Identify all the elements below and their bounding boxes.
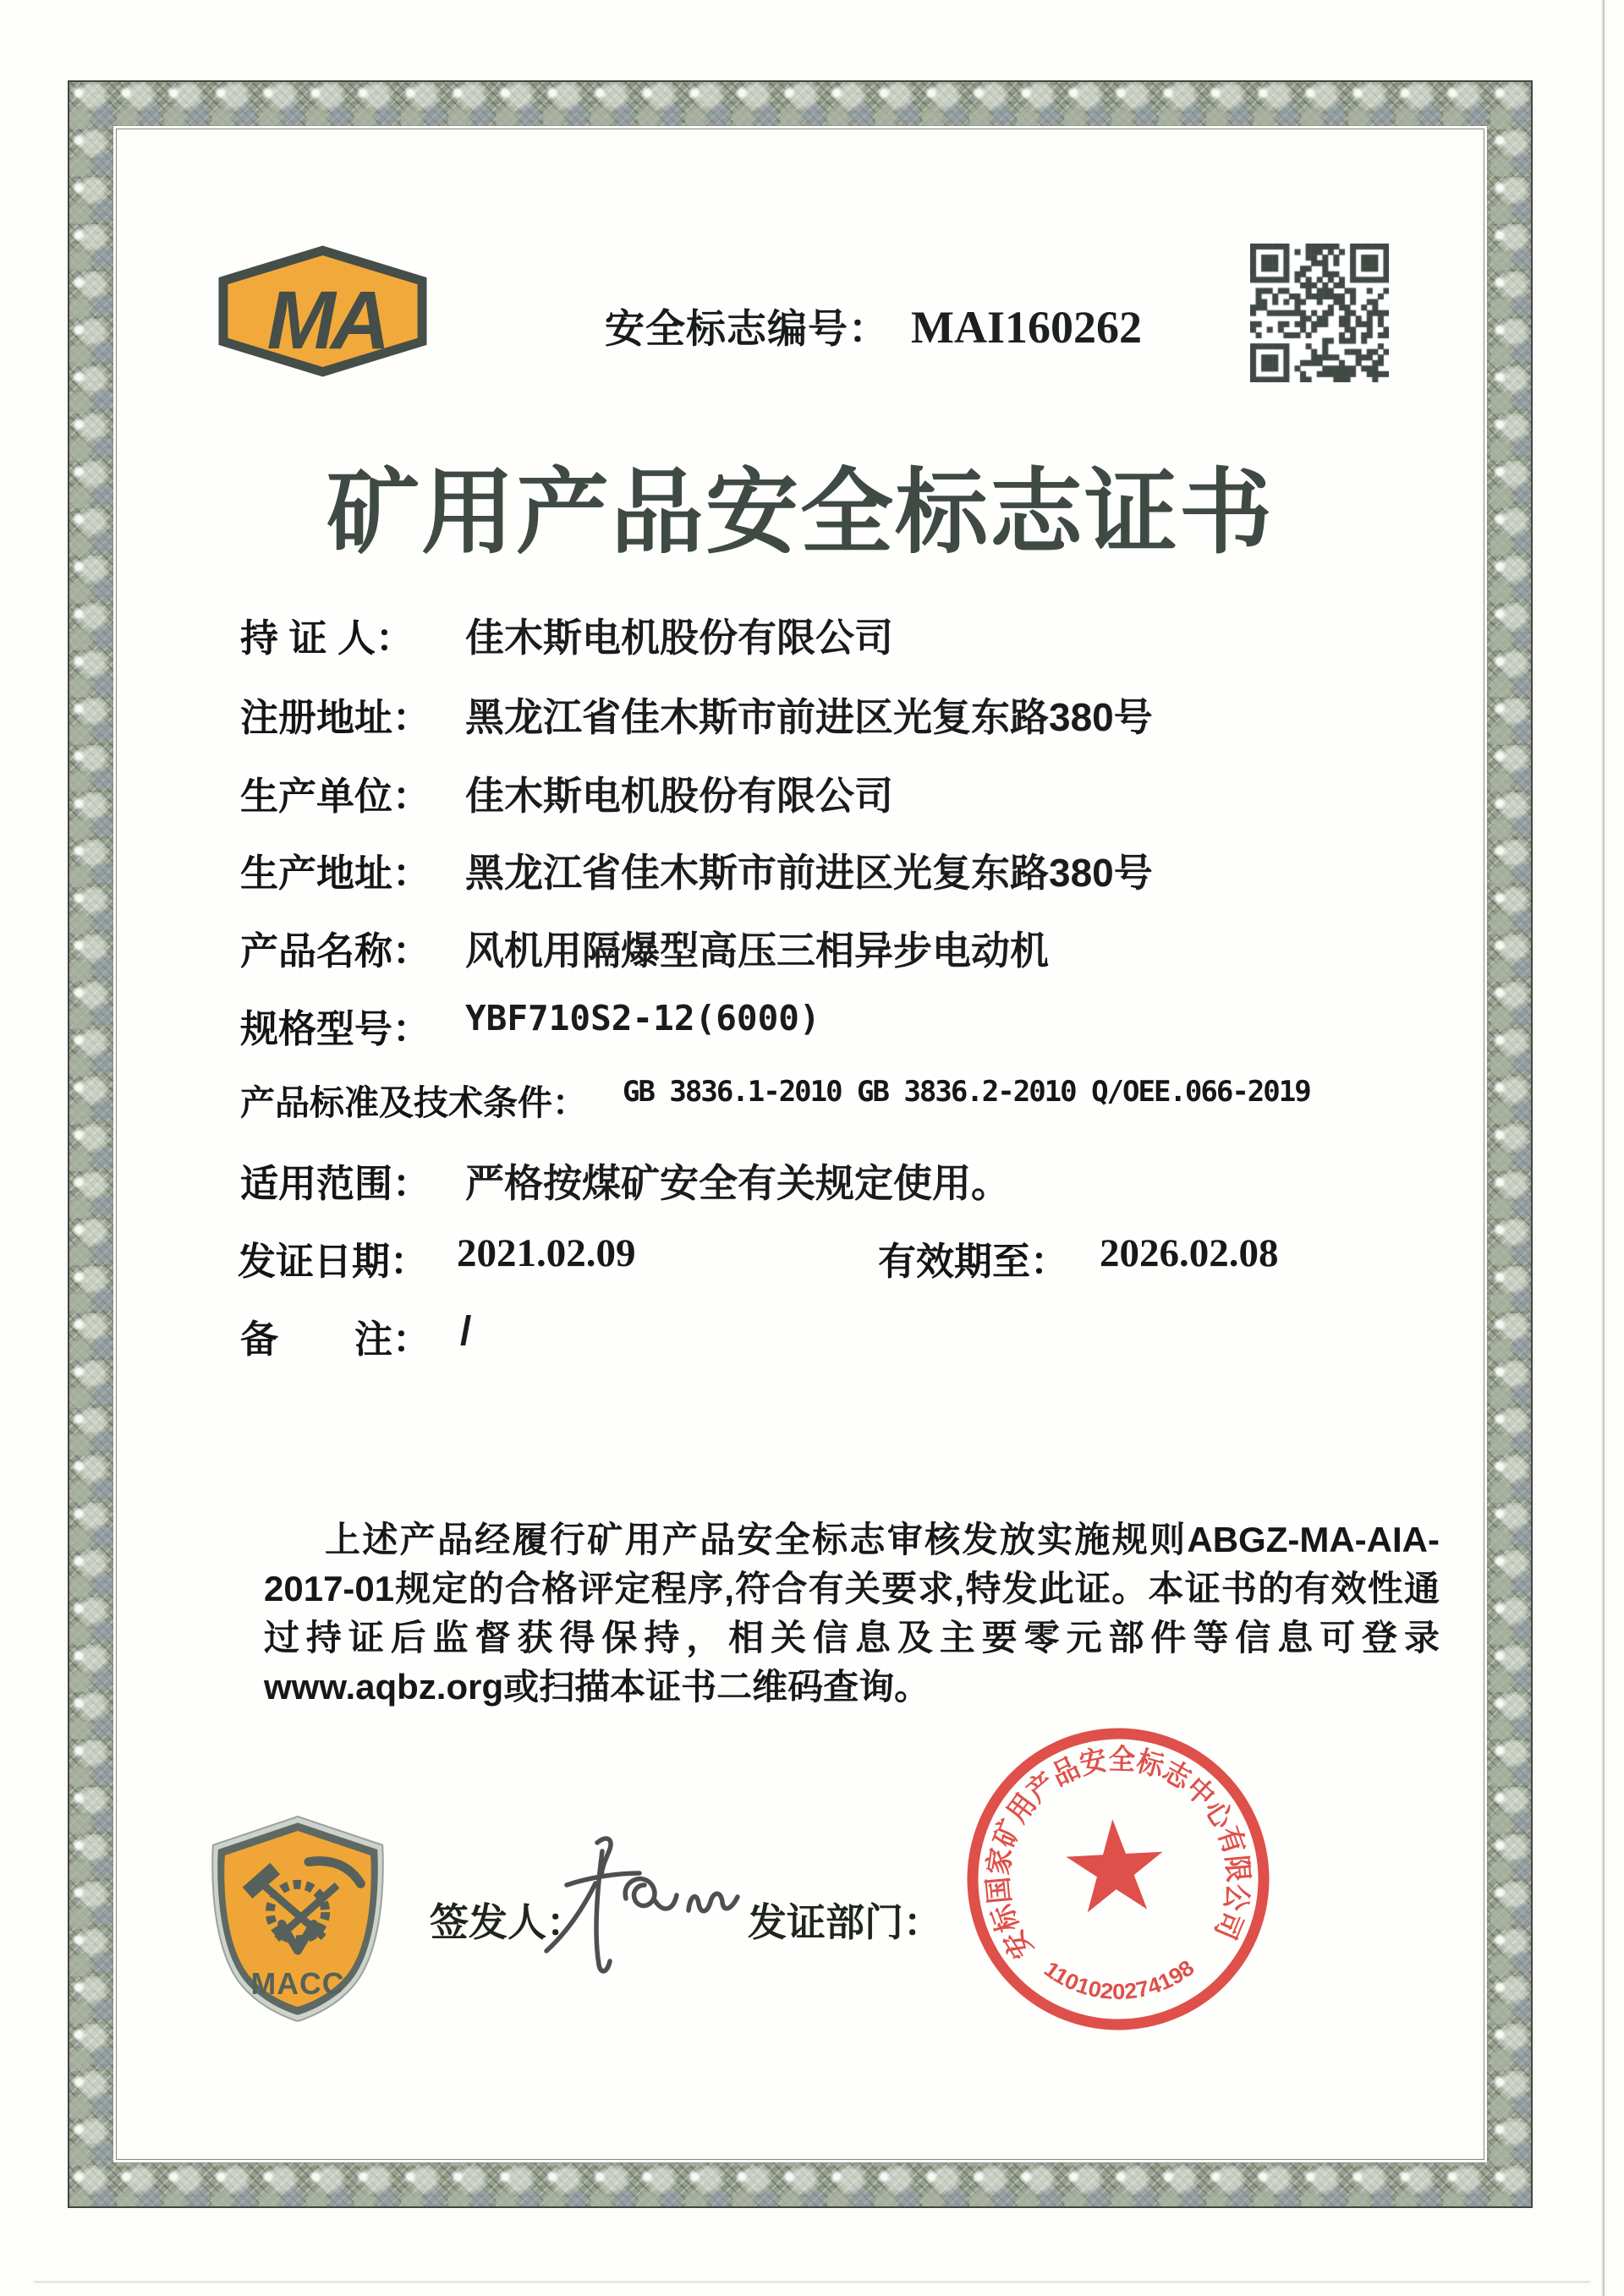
ma-logo-text: MA xyxy=(266,273,386,366)
field-row-scope xyxy=(0,1153,1624,1203)
stamp-company-name: 安标国家矿用产品安全标志中心有限公司 xyxy=(981,1743,1254,1964)
remark-value: / xyxy=(460,1309,472,1354)
field-row-product-name xyxy=(0,920,1624,971)
certificate-number-value: MAI160262 xyxy=(911,302,1142,353)
field-value: 黑龙江省佳木斯市前进区光复东路380号 xyxy=(465,695,1153,739)
scan-edge-line xyxy=(1601,0,1605,2296)
field-label: 生产单位： xyxy=(240,775,431,818)
stamp-star xyxy=(1064,1817,1166,1913)
field-row-model xyxy=(0,998,1624,1049)
field-value: 佳木斯电机股份有限公司 xyxy=(465,616,893,660)
signer-label: 签发人： xyxy=(430,1900,585,1944)
field-value: 黑龙江省佳木斯市前进区光复东路380号 xyxy=(465,851,1153,895)
field-label: 规格型号： xyxy=(240,1007,431,1050)
field-value: 严格按煤矿安全有关规定使用。 xyxy=(465,1161,1010,1205)
valid-until-label: 有效期至： xyxy=(878,1240,1069,1283)
remark-label: 备 注： xyxy=(240,1318,431,1361)
field-label: 持 证 人： xyxy=(240,616,414,660)
field-value: 风机用隔爆型高压三相异步电动机 xyxy=(465,929,1049,973)
signature-handwriting xyxy=(531,1831,760,1983)
field-label: 注册地址： xyxy=(240,696,431,739)
field-value: GB 3836.1-2010 GB 3836.2-2010 Q/OEE.066-2019 xyxy=(623,1075,1310,1109)
issuing-department-label: 发证部门： xyxy=(748,1900,942,1944)
svg-text:1101020274198 xyxy=(1039,1948,1200,2008)
field-label: 生产地址： xyxy=(240,852,431,895)
red-official-stamp xyxy=(949,1710,1287,2048)
certificate-statement: 上述产品经履行矿用产品安全标志审核发放实施规则ABGZ-MA-AIA-2017-01规定的合格评定程序,符合有关要求,特发此证。本证书的有效性通过持证后监督获得保持，相关信息及主要零元部件等信息可登录www.aqbz.org或扫描本证书二维码查询。 xyxy=(264,1520,1440,1707)
field-row-dates xyxy=(0,1230,1624,1281)
certificate-title: 矿用产品安全标志证书 xyxy=(326,462,1274,565)
field-row-production-address xyxy=(0,842,1624,893)
field-row-holder xyxy=(0,607,1624,658)
qr-code-canvas xyxy=(1250,244,1389,382)
macc-shield-logo xyxy=(201,1811,394,2026)
field-row-registered-address xyxy=(0,687,1624,737)
field-value: 佳木斯电机股份有限公司 xyxy=(465,774,893,818)
issue-date-value: 2021.02.09 xyxy=(457,1231,636,1275)
scan-bottom-shadow xyxy=(34,2281,1590,2283)
field-row-remark xyxy=(0,1308,1624,1359)
field-label: 适用范围： xyxy=(240,1162,431,1205)
issue-date-label: 发证日期： xyxy=(238,1240,429,1283)
macc-text: MACC xyxy=(250,1967,345,2002)
qr-code xyxy=(1250,244,1389,382)
valid-until-value: 2026.02.08 xyxy=(1100,1231,1279,1275)
field-value: YBF710S2-12(6000) xyxy=(465,998,820,1038)
field-row-manufacturer xyxy=(0,765,1624,816)
stamp-serial-number: 1101020274198 xyxy=(1039,1954,1199,2004)
certificate-number-label: 安全标志编号： xyxy=(605,306,889,351)
certificate-number-line xyxy=(605,298,1142,353)
ma-coal-safety-logo xyxy=(211,244,434,379)
field-label: 产品标准及技术条件： xyxy=(240,1083,587,1122)
field-row-standards xyxy=(0,1075,1624,1126)
field-label: 产品名称： xyxy=(240,929,431,973)
